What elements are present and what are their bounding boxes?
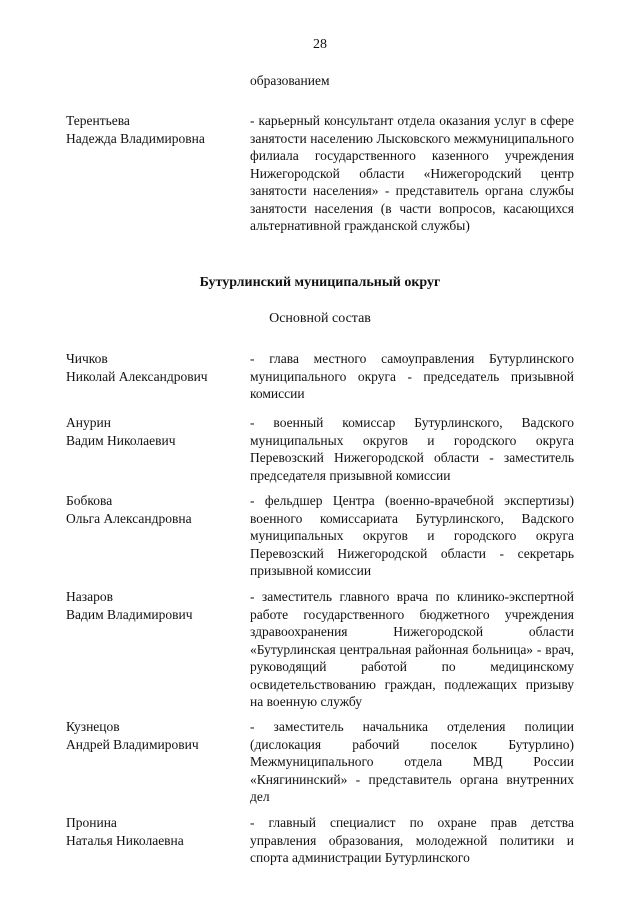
member-name: [66, 814, 246, 849]
member-role: - главный специалист по охране прав детства управления образования, молодежной политики и спорта администрации Бутурлинского: [250, 815, 574, 865]
member-surname: Анурин: [66, 415, 111, 430]
member-name: [66, 492, 246, 527]
member-name: [66, 350, 246, 385]
continuation-text: образованием: [250, 73, 330, 88]
member-name: [66, 414, 246, 449]
member-surname: Кузнецов: [66, 719, 120, 734]
section-title: Бутурлинский муниципальный округ: [199, 275, 441, 290]
member-given-name: Надежда Владимировна: [66, 130, 205, 146]
member-role: - военный комиссар Бутурлинского, Вадского муниципальных округов и городского округа Перевозский Нижегородской области - заместитель председателя призывной комиссии: [250, 415, 574, 483]
member-given-name: Наталья Николаевна: [66, 832, 184, 848]
page-number: 28: [313, 37, 327, 52]
member-given-name: Ольга Александровна: [66, 510, 192, 526]
member-name: [66, 588, 246, 623]
member-name: [66, 718, 246, 753]
section-subtitle: Основной состав: [269, 311, 371, 326]
member-role: - глава местного самоуправления Бутурлинского муниципального округа - председатель призывной комиссии: [250, 351, 574, 401]
member-surname: Терентьева: [66, 113, 130, 128]
member-surname: Назаров: [66, 589, 113, 604]
member-role: - заместитель начальника отделения полиции (дислокация рабочий поселок Бутурлино) Межмуниципального отдела МВД России «Княгининский» - представитель органа внутренних дел: [250, 719, 574, 804]
member-given-name: Андрей Владимирович: [66, 736, 199, 752]
member-surname: Чичков: [66, 351, 108, 366]
member-given-name: Вадим Николаевич: [66, 432, 176, 448]
member-surname: Бобкова: [66, 493, 113, 508]
member-role: - карьерный консультант отдела оказания услуг в сфере занятости населению Лысковского межмуниципального филиала государственного казенного учреждения Нижегородской области «Нижегородский центр занятости населения» - представитель органа службы занятости населения (в части вопросов, касающихся альтернативной гражданской службы): [250, 113, 574, 233]
member-role: - заместитель главного врача по клинико-экспертной работе государственного бюджетного учреждения здравоохранения Нижегородской области «Бутурлинская центральная районная больница» - врач, руководящий работой по медицинскому освидетельствованию граждан, подлежащих призыву на военную службу: [250, 589, 574, 709]
member-given-name: Вадим Владимирович: [66, 606, 193, 622]
member-name: [66, 112, 246, 147]
member-role: - фельдшер Центра (военно-врачебной экспертизы) военного комиссариата Бутурлинского, Вадского муниципальных округов и городского округа Перевозский Нижегородской области - секретарь призывной комиссии: [250, 493, 574, 578]
member-surname: Пронина: [66, 815, 117, 830]
member-given-name: Николай Александрович: [66, 368, 208, 384]
